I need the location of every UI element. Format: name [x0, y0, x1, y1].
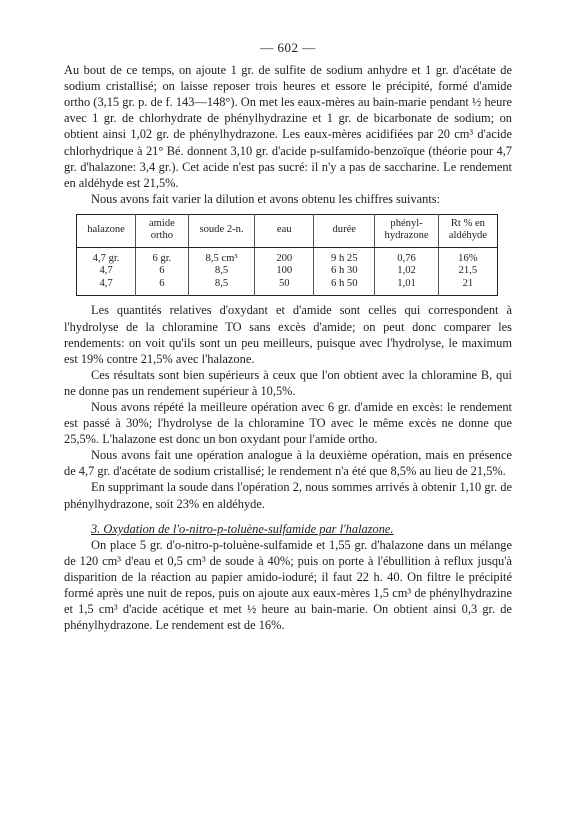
paragraph: Les quantités relatives d'oxydant et d'amide sont celles qui correspondent à l'hydrolyse de la chloramine TO sans excès d'amide; on peut donc comparer les rendements: on voit qu'ils sont un peu meilleurs, puisque avec l'hydrolyse, le maximum est 19% contre 21,5% avec l'halazone. — [64, 303, 512, 366]
table-cell: 16% — [438, 247, 497, 265]
paragraph: Nous avons fait une opération analogue à la deuxième opération, mais en présence de 4,7 gr. d'acétate de sodium cristallisé; le rendement n'a été que 8,5% au lieu de 21,5%. — [64, 448, 512, 479]
table-cell: 8,5 cm³ — [188, 247, 255, 265]
paragraph: Nous avons fait varier la dilution et avons obtenu les chiffres suivants: — [91, 191, 441, 206]
column-header: phényl-hydrazone — [375, 214, 438, 247]
table-cell: 6 h 30 — [314, 265, 375, 278]
column-header: eau — [255, 214, 314, 247]
table-cell: 50 — [255, 278, 314, 296]
paragraph: Au bout de ce temps, on ajoute 1 gr. de sulfite de sodium anhydre et 1 gr. d'acétate de sodium cristallisé; on laisse reposer trois heures et essore le précipité, formé d'amide ortho (3,15 gr. p. de f. 143—148°). On met les eaux-mères au bain-marie pendant ½ heure avec 1 gr. de chlorhydrate de phénylhydrazine et 1 gr. de bicarbonate de sodium; on obtient ainsi 1,02 gr. de phénylhydrazone. Les eaux-mères acidifiées par 20 cm³ d'acide chlorhydrique à 21° Bé. donnent 3,10 gr. d'acide p-sulfamido-benzoïque (théorie pour 4,7 gr. d'halazone: 3,4 gr.). Cet acide n'est pas sucré: il n'y a pas de saccharine. Le rendement en aldéhyde est 21,5%. — [64, 63, 512, 190]
paragraph: En supprimant la soude dans l'opération 2, nous sommes arrivés à obtenir 1,10 gr. de phénylhydrazone, soit 23% en aldéhyde. — [64, 480, 512, 511]
paragraph: On place 5 gr. d'o-nitro-p-toluène-sulfamide et 1,55 gr. d'halazone dans un mélange de 120 cm³ d'eau et 0,5 cm³ de soude à 40%; puis on porte à l'ébullition à reflux jusqu'à disparition de la réaction au papier amido-ioduré; il faut 22 h. 40. On filtre le précipité formé après une nuit de repos, puis on ajoute aux eaux-mères 1,5 cm³ de phénylhydrazine et 1,5 cm³ d'acide acétique et met ½ heure au bain-marie. On obtient ainsi 0,3 gr. de phénylhydrazone. Le rendement est de 16%. — [64, 537, 512, 633]
table-cell: 21 — [438, 278, 497, 296]
table-cell: 1,01 — [375, 278, 438, 296]
section-title — [64, 521, 512, 537]
table-cell: 0,76 — [375, 247, 438, 265]
table-cell: 100 — [255, 265, 314, 278]
table-header-row — [77, 214, 498, 247]
paragraph: Nous avons répété la meilleure opération avec 6 gr. d'amide en excès: le rendement est passé à 30%; l'hydrolyse de la chloramine TO avec le même excès ne donne que 25,5%. L'halazone est donc un bon oxydant pour l'amide ortho. — [64, 400, 512, 447]
column-header: amide ortho — [136, 214, 189, 247]
column-header: durée — [314, 214, 375, 247]
table-cell: 8,5 — [188, 265, 255, 278]
section-title-text: 3. Oxydation de l'o-nitro-p-toluène-sulfamide par l'halazone. — [91, 521, 394, 536]
table-row — [77, 247, 498, 265]
column-header: Rt % en aldéhyde — [438, 214, 497, 247]
column-header: soude 2-n. — [188, 214, 255, 247]
table-cell: 4,7 — [99, 265, 113, 277]
table-cell: 6 — [136, 278, 189, 296]
table-cell: 6 gr. — [136, 247, 189, 265]
table-cell: 21,5 — [438, 265, 497, 278]
results-table — [76, 214, 498, 297]
table-cell: 8,5 — [188, 278, 255, 296]
table-cell: 4,7 gr. — [92, 252, 120, 264]
paragraph: Ces résultats sont bien supérieurs à ceux que l'on obtient avec la chloramine B, qui ne donne pas un rendement supérieur à 10,5%. — [64, 367, 512, 398]
document-page — [64, 40, 512, 633]
table-cell: 200 — [255, 247, 314, 265]
table-row — [77, 278, 498, 296]
page-number: — 602 — — [260, 40, 316, 55]
column-header: halazone — [77, 214, 136, 247]
table-cell: 1,02 — [375, 265, 438, 278]
table-cell: 9 h 25 — [314, 247, 375, 265]
table-cell: 6 h 50 — [314, 278, 375, 296]
table-cell: 6 — [136, 265, 189, 278]
table-cell: 4,7 — [99, 277, 113, 289]
table-row — [77, 265, 498, 278]
